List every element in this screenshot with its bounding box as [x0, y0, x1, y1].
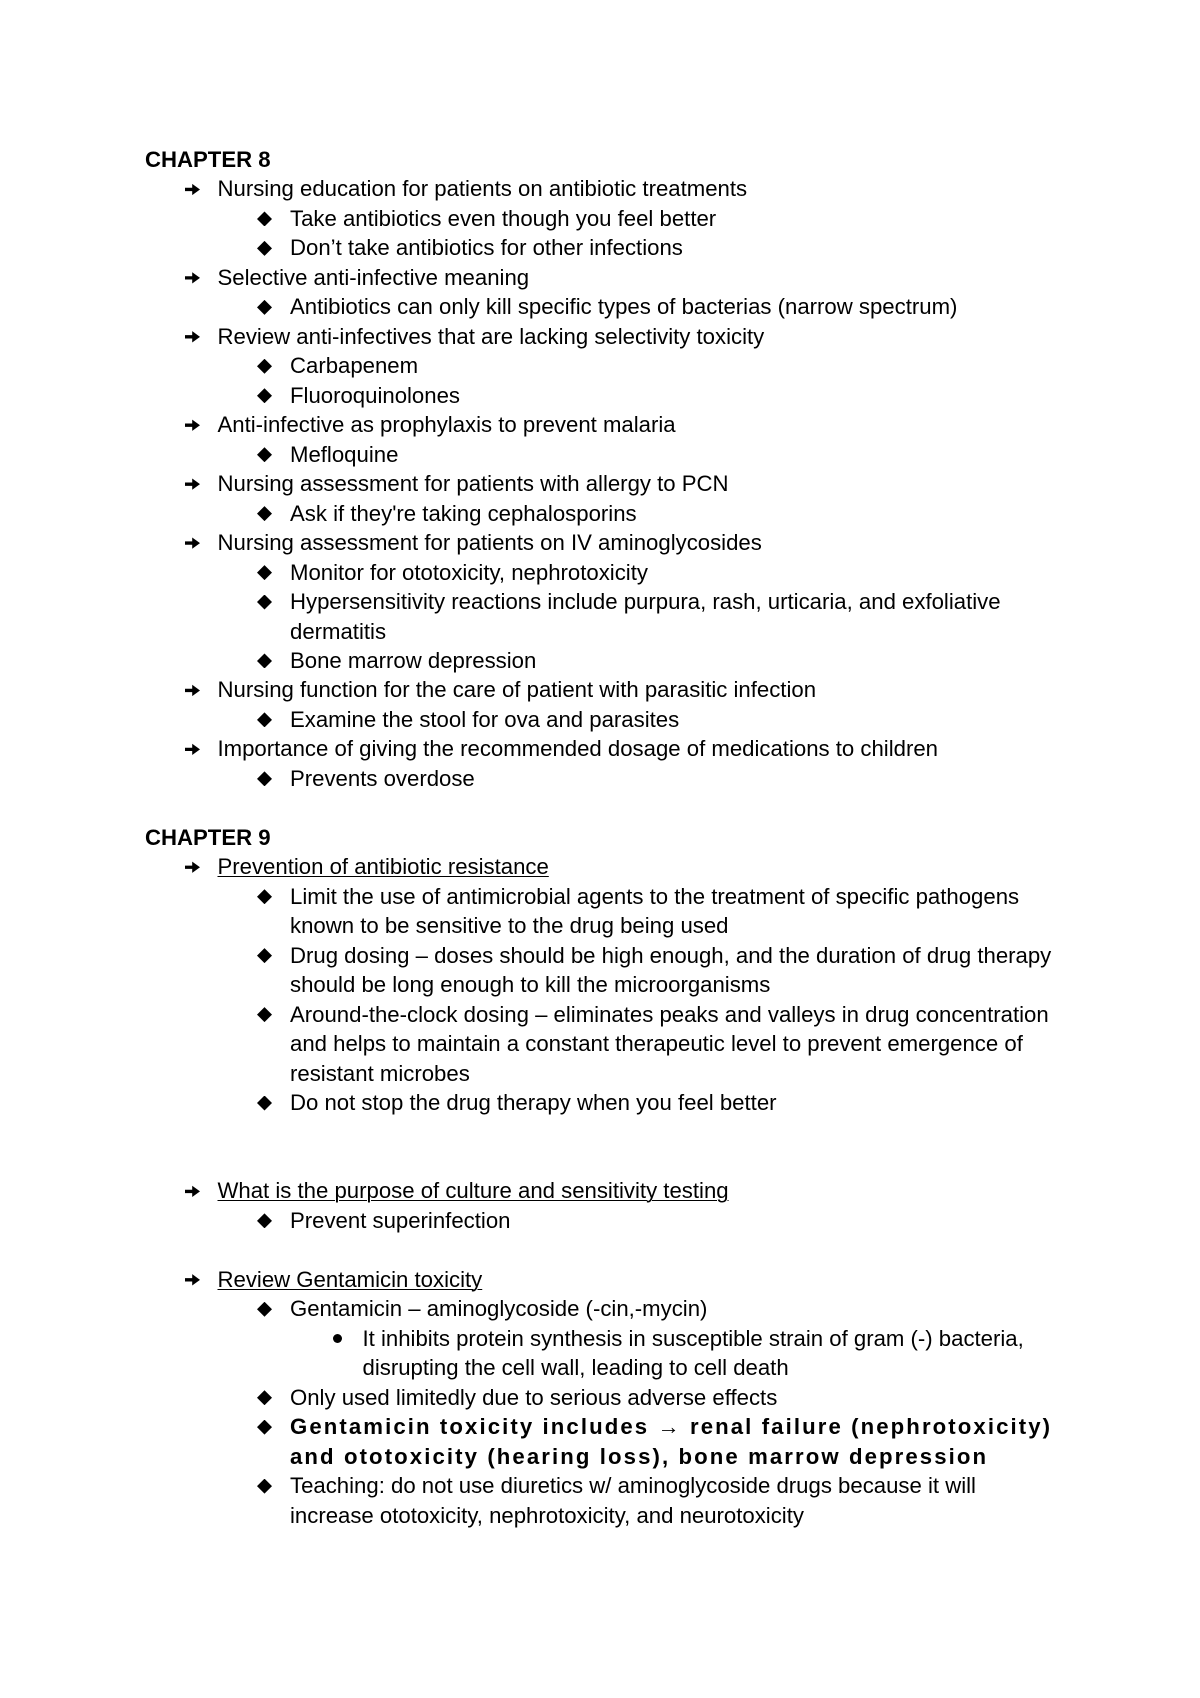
sub-list-item — [0, 233, 1200, 262]
diamond-bullet-icon — [257, 1096, 272, 1111]
diamond-bullet-icon — [257, 653, 272, 668]
arrow-right-bullet-icon — [185, 478, 200, 490]
diamond-bullet-icon — [257, 211, 272, 226]
sub-list-item-text: Don’t take antibiotics for other infections — [290, 235, 683, 261]
list-item-text: Nursing function for the care of patient with parasitic infection — [217, 677, 817, 703]
list-item — [0, 322, 1200, 351]
sub-sub-list-item-text: It inhibits protein synthesis in susceptible strain of gram (-) bacteria, — [362, 1325, 1024, 1351]
sub-list-item-text: Mefloquine — [290, 441, 399, 467]
sub-list-item-text: Drug dosing – doses should be high enough, and the duration of drug therapy — [290, 942, 1052, 968]
sub-list-item-emphasis — [0, 1412, 1200, 1471]
sub-list-item-text: Bone marrow depression — [290, 647, 537, 673]
list-item-text: What is the purpose of culture and sensitivity testing — [217, 1178, 729, 1204]
list-item — [0, 852, 1200, 881]
list-item-text: Nursing assessment for patients with allergy to PCN — [217, 471, 729, 497]
list-item-text: Nursing education for patients on antibiotic treatments — [217, 176, 748, 202]
diamond-bullet-icon — [257, 1213, 272, 1228]
blank-line — [0, 1235, 1200, 1264]
list-item-text: Review Gentamicin toxicity — [217, 1266, 483, 1292]
sub-list-item-text: Monitor for ototoxicity, nephrotoxicity — [290, 559, 648, 585]
diamond-bullet-icon — [257, 565, 272, 580]
sub-sub-list-item-text: disrupting the cell wall, leading to cell death — [362, 1355, 789, 1381]
blank-line — [0, 1117, 1200, 1146]
list-item — [0, 174, 1200, 203]
sub-list-item — [0, 882, 1200, 941]
list-item — [0, 410, 1200, 439]
sub-list-item — [0, 204, 1200, 233]
diamond-bullet-icon — [257, 1479, 272, 1494]
arrow-right-bullet-icon — [185, 861, 200, 873]
sub-list-item — [0, 1088, 1200, 1117]
sub-list-item-text: known to be sensitive to the drug being used — [290, 913, 729, 939]
sub-list-item-text: Around-the-clock dosing – eliminates peaks and valleys in drug concentration — [290, 1001, 1049, 1027]
list-item-text: Prevention of antibiotic resistance — [217, 854, 549, 880]
sub-list-item-text: Antibiotics can only kill specific types of bacterias (narrow spectrum) — [290, 294, 958, 320]
sub-list-item-text: Prevent superinfection — [290, 1207, 511, 1233]
sub-list-item — [0, 351, 1200, 380]
sub-list-item-text: Gentamicin – aminoglycoside (-cin,-mycin) — [290, 1296, 708, 1322]
sub-list-item — [0, 764, 1200, 793]
sub-list-item — [0, 1294, 1200, 1323]
diamond-bullet-icon — [257, 447, 272, 462]
sub-list-item-text: and ototoxicity (hearing loss), bone marrow depression — [290, 1443, 989, 1469]
arrow-right-bullet-icon — [185, 684, 200, 696]
sub-list-item-text: increase ototoxicity, nephrotoxicity, and neurotoxicity — [290, 1502, 804, 1528]
sub-list-item — [0, 705, 1200, 734]
arrow-right-bullet-icon — [185, 183, 200, 195]
sub-list-item — [0, 381, 1200, 410]
sub-list-item — [0, 292, 1200, 321]
list-item-text: Anti-infective as prophylaxis to prevent malaria — [217, 412, 676, 438]
sub-list-item-text: dermatitis — [290, 618, 387, 644]
sub-list-item-text: resistant microbes — [290, 1060, 470, 1086]
list-item-text: Selective anti-infective meaning — [217, 264, 530, 290]
blank-line — [0, 1147, 1200, 1176]
sub-list-item — [0, 941, 1200, 1000]
sub-list-item-text: Fluoroquinolones — [290, 382, 460, 408]
list-item — [0, 263, 1200, 292]
chapter-9-section — [0, 823, 1200, 1530]
diamond-bullet-icon — [257, 889, 272, 904]
arrow-right-bullet-icon — [185, 537, 200, 549]
sub-list-item-text: Gentamicin toxicity includes → renal failure (nephrotoxicity) — [290, 1414, 1053, 1440]
chapter-heading: CHAPTER 9 — [145, 824, 271, 850]
sub-list-item-text: Only used limitedly due to serious adverse effects — [290, 1384, 778, 1410]
sub-list-item-text: Teaching: do not use diuretics w/ aminoglycoside drugs because it will — [290, 1473, 976, 1499]
sub-list-item — [0, 499, 1200, 528]
diamond-bullet-icon — [257, 241, 272, 256]
sub-list-item — [0, 440, 1200, 469]
diamond-bullet-icon — [257, 712, 272, 727]
arrow-right-bullet-icon — [185, 743, 200, 755]
sub-list-item — [0, 1000, 1200, 1088]
diamond-bullet-icon — [257, 506, 272, 521]
sub-list-item — [0, 1383, 1200, 1412]
sub-list-item-text: Do not stop the drug therapy when you feel better — [290, 1090, 777, 1115]
arrow-right-bullet-icon — [185, 272, 200, 284]
sub-list-item-text: Ask if they're taking cephalosporins — [290, 500, 637, 526]
list-item-text: Nursing assessment for patients on IV aminoglycosides — [217, 530, 762, 556]
sub-list-item-text: Limit the use of antimicrobial agents to the treatment of specific pathogens — [290, 883, 1020, 909]
chapter-heading: CHAPTER 8 — [145, 147, 271, 172]
list-item-text: Importance of giving the recommended dosage of medications to children — [217, 736, 938, 762]
list-item-text: Review anti-infectives that are lacking selectivity toxicity — [217, 323, 765, 349]
diamond-bullet-icon — [257, 300, 272, 315]
sub-list-item-text: should be long enough to kill the microorganisms — [290, 972, 771, 998]
arrow-right-bullet-icon — [185, 419, 200, 431]
sub-list-item-text: Prevents overdose — [290, 765, 475, 791]
arrow-right-bullet-icon — [185, 1274, 200, 1286]
sub-list-item — [0, 587, 1200, 646]
list-item — [0, 675, 1200, 704]
diamond-bullet-icon — [257, 1420, 272, 1435]
sub-list-item-text: and helps to maintain a constant therapeutic level to prevent emergence of — [290, 1031, 1023, 1057]
diamond-bullet-icon — [257, 1390, 272, 1405]
diamond-bullet-icon — [257, 595, 272, 610]
list-item — [0, 734, 1200, 763]
sub-list-item — [0, 558, 1200, 587]
list-item — [0, 1176, 1200, 1205]
sub-list-item — [0, 646, 1200, 675]
sub-list-item — [0, 1206, 1200, 1235]
sub-list-item-text: Take antibiotics even though you feel better — [290, 205, 717, 231]
list-item — [0, 528, 1200, 557]
arrow-right-bullet-icon — [185, 1185, 200, 1197]
diamond-bullet-icon — [257, 1302, 272, 1317]
chapter-8-section — [0, 145, 1200, 793]
diamond-bullet-icon — [257, 948, 272, 963]
arrow-right-bullet-icon — [185, 331, 200, 343]
diamond-bullet-icon — [257, 359, 272, 374]
sub-list-item — [0, 1471, 1200, 1530]
sub-list-item-text: Examine the stool for ova and parasites — [290, 706, 680, 732]
diamond-bullet-icon — [257, 1007, 272, 1022]
sub-sub-list-item — [0, 1324, 1200, 1383]
circle-bullet-icon — [333, 1334, 342, 1343]
diamond-bullet-icon — [257, 771, 272, 786]
blank-line — [0, 793, 1200, 822]
list-item — [0, 1265, 1200, 1294]
sub-list-item-text: Hypersensitivity reactions include purpura, rash, urticaria, and exfoliative — [290, 589, 1001, 615]
diamond-bullet-icon — [257, 388, 272, 403]
list-item — [0, 469, 1200, 498]
sub-list-item-text: Carbapenem — [290, 353, 419, 379]
